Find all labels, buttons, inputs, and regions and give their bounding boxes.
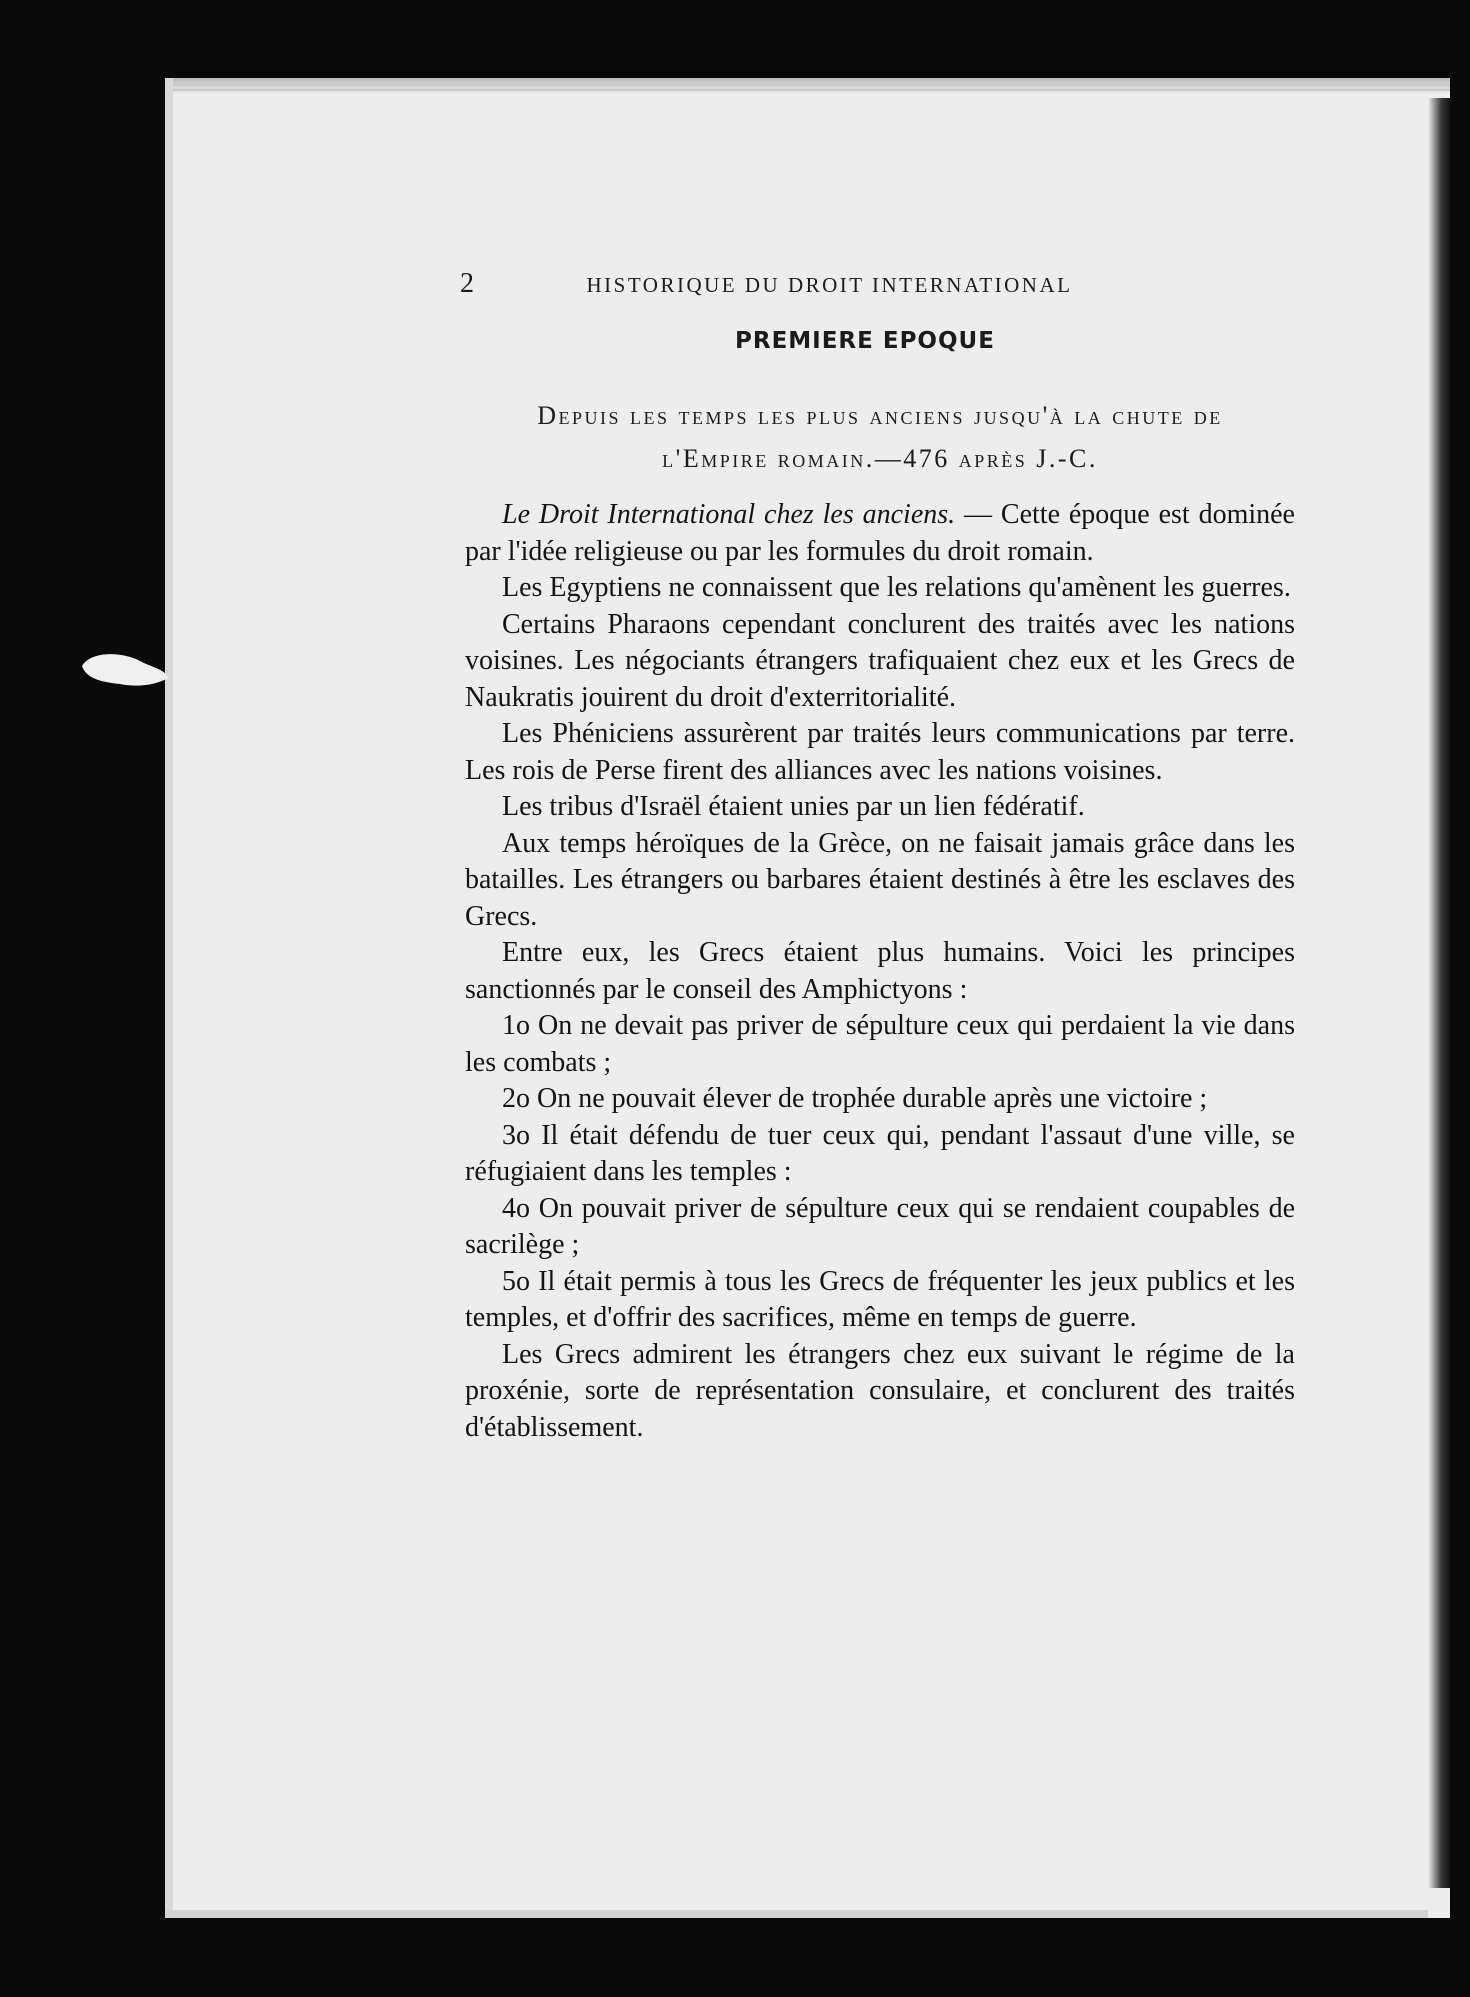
chapter-heading — [460, 394, 1300, 480]
paragraph: Les tribus d'Israël étaient unies par un lien fédératif. — [502, 791, 1085, 822]
page-left-edge — [165, 78, 173, 1918]
page-edge-line — [165, 84, 1450, 86]
chapter-heading-line: l'Empire romain.—476 après J.-C. — [662, 444, 1098, 473]
section-title: Le Droit International chez les anciens. — [502, 499, 956, 530]
page-number: 2 — [460, 268, 477, 299]
paragraph: Entre eux, les Grecs étaient plus humains. Voici les principes sanctionnés par le conseil des Amphictyons : — [465, 937, 1295, 1005]
list-item: 4o On pouvait priver de sépulture ceux qui se rendaient coupables de sacrilège ; — [465, 1192, 1295, 1260]
paragraph: Les Grecs admirent les étrangers chez eux suivant le régime de la proxénie, sorte de représentation consulaire, et conclurent des traités d'établissement. — [465, 1338, 1295, 1443]
list-item: 5o Il était permis à tous les Grecs de fréquenter les jeux publics et les temples, et d'offrir des sacrifices, même en temps de guerre. — [465, 1265, 1295, 1333]
paragraph: Les Egyptiens ne connaissent que les relations qu'amènent les guerres. — [502, 572, 1291, 603]
paragraph: Certains Pharaons cependant conclurent des traités avec les nations voisines. Les négociants étrangers trafiquaient chez eux et les Grecs de Naukratis jouirent du droit d'exterritorialité. — [465, 608, 1295, 713]
list-item: 1o On ne devait pas priver de sépulture ceux qui perdaient la vie dans les combats ; — [465, 1010, 1295, 1078]
paragraph-text: — Cette époque est dominée par l'idée religieuse ou par les formules du droit romain. — [465, 499, 1295, 567]
body-text — [465, 497, 1295, 1446]
chapter-heading-line: Depuis les temps les plus anciens jusqu'à la chute de — [537, 401, 1223, 430]
running-head-title: HISTORIQUE DU DROIT INTERNATIONAL — [586, 273, 1073, 297]
paragraph: Les Phéniciens assurèrent par traités leurs communications par terre. Les rois de Perse firent des alliances avec les nations voisines. — [465, 718, 1295, 786]
page-binding-shadow — [1428, 98, 1450, 1888]
epoch-title: PREMIERE EPOQUE — [735, 328, 995, 354]
page-bottom-edge — [165, 1910, 1428, 1918]
list-item: 3o Il était défendu de tuer ceux qui, pendant l'assaut d'une ville, se réfugiaient dans les temples : — [465, 1119, 1295, 1187]
page-edge-line — [165, 89, 1450, 91]
paragraph — [465, 497, 1295, 570]
paragraph: Aux temps héroïques de la Grèce, on ne faisait jamais grâce dans les batailles. Les étrangers ou barbares étaient destinés à être les esclaves des Grecs. — [465, 827, 1295, 932]
list-item: 2o On ne pouvait élever de trophée durable après une victoire ; — [502, 1083, 1208, 1114]
binding-mark-decoration — [80, 648, 170, 692]
running-head — [460, 268, 1072, 300]
